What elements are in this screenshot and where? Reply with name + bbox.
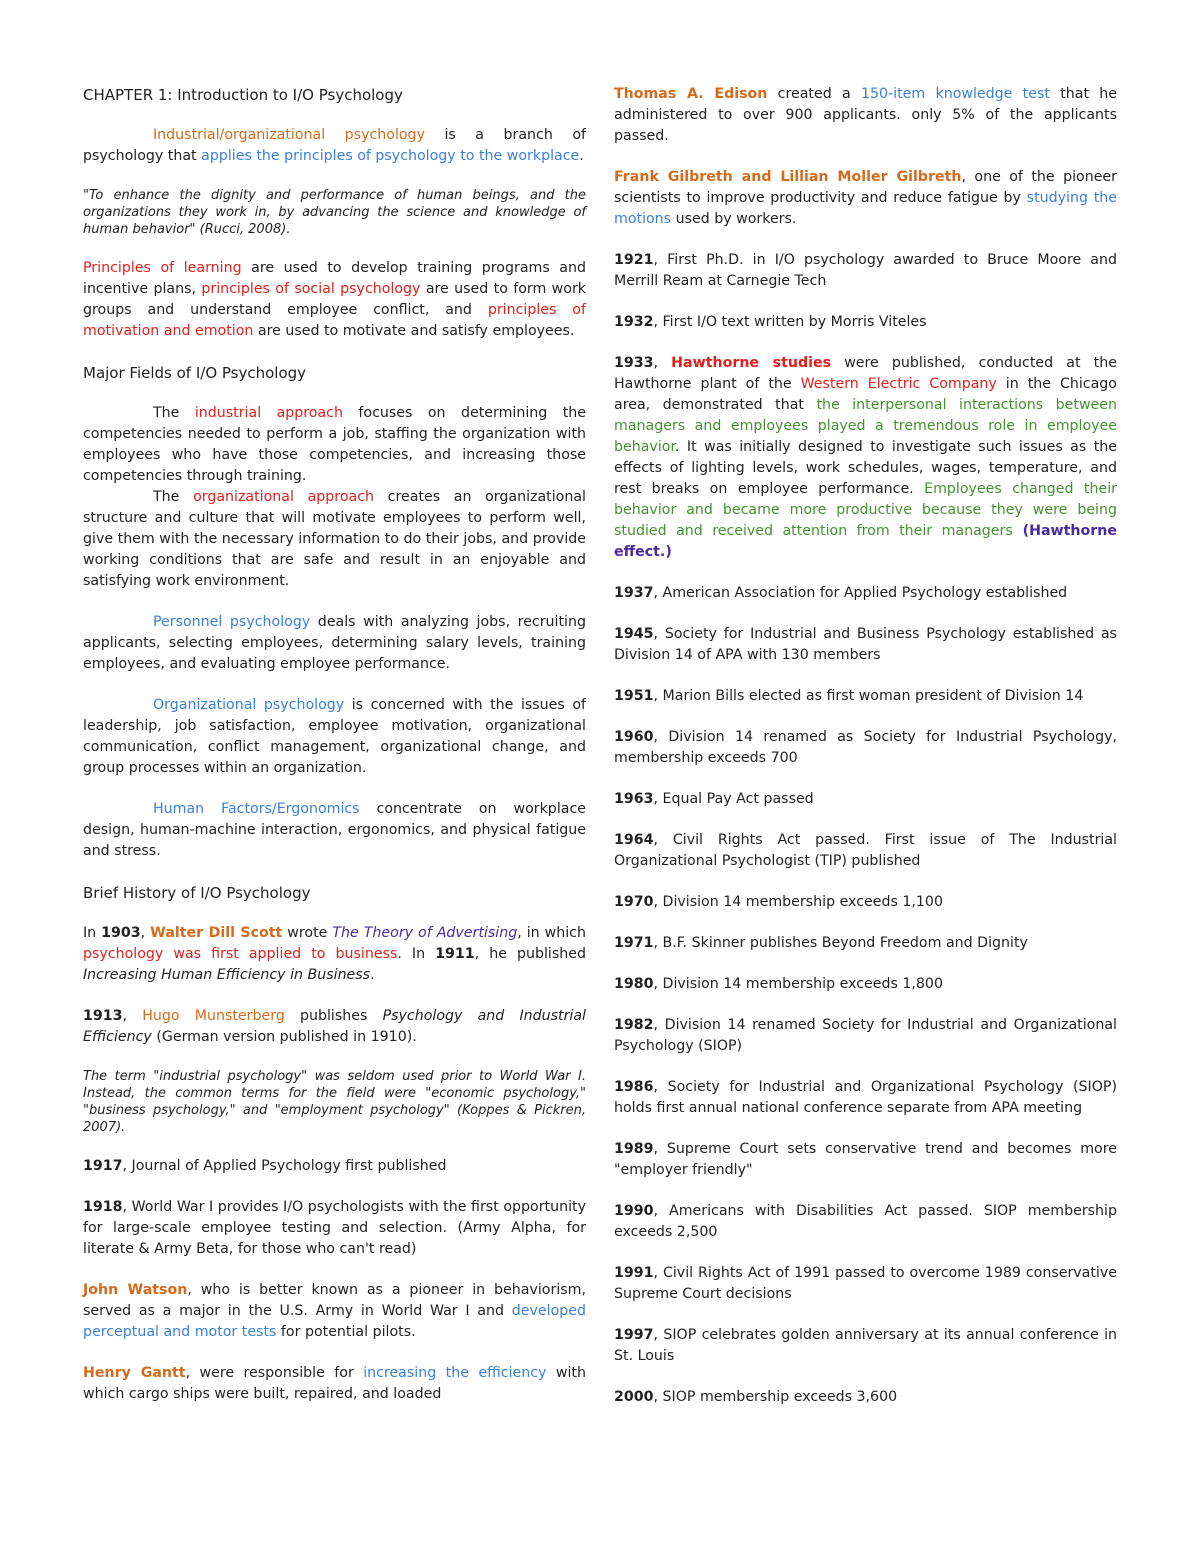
- personnel-psychology-paragraph: Personnel psychology deals with analyzing jobs, recruiting applicants, selecting employees, determining salary levels, training employees, and evaluating employee performance.: [83, 614, 586, 672]
- timeline-text: , SIOP celebrates golden anniversary at its annual conference in St. Louis: [614, 1327, 1117, 1364]
- timeline-year: 1964: [614, 832, 654, 848]
- timeline-year: 2000: [614, 1389, 654, 1405]
- term-quote: The term "industrial psychology" was seldom used prior to World War I. Instead, the common terms for the field were "economic psychology," "business psychology," and "employment psychology" (Koppes & Pickren, 2007).: [83, 1069, 586, 1135]
- history-1918: 1918, World War I provides I/O psychologists with the first opportunity for large-scale employee testing and selection. (Army Alpha, for literate & Army Beta, for those who can't read): [83, 1199, 586, 1257]
- rucci-quote: "To enhance the dignity and performance of human beings, and the organizations they work in, by advancing the science and knowledge of human behavior" (Rucci, 2008).: [83, 188, 586, 237]
- history-1903: In 1903, Walter Dill Scott wrote The Theory of Advertising, in which psychology was first applied to business. In 1911, he published Increasing Human Efficiency in Business.: [83, 925, 586, 983]
- gilbreth-paragraph: Frank Gilbreth and Lillian Moller Gilbreth, one of the pioneer scientists to improve productivity and reduce fatigue by studying the motions used by workers.: [614, 169, 1117, 227]
- timeline-text: , Civil Rights Act passed. First issue of The Industrial Organizational Psychologist (TIP) published: [614, 832, 1117, 869]
- brief-history-heading: Brief History of I/O Psychology: [83, 884, 311, 902]
- human-factors-paragraph: Human Factors/Ergonomics concentrate on workplace design, human-machine interaction, ergonomics, and physical fatigue and stress.: [83, 801, 586, 859]
- timeline-text: , Marion Bills elected as first woman president of Division 14: [653, 688, 1084, 704]
- edison-paragraph: Thomas A. Edison created a 150-item knowledge test that he administered to over 900 applicants. only 5% of the applicants passed.: [614, 86, 1118, 144]
- timeline-year: 1937: [614, 585, 654, 601]
- timeline-year: 1990: [614, 1203, 654, 1219]
- timeline-text: , SIOP membership exceeds 3,600: [653, 1389, 898, 1405]
- timeline-text: , Equal Pay Act passed: [653, 791, 814, 807]
- chapter-title: CHAPTER 1: Introduction to I/O Psychology: [83, 86, 403, 104]
- timeline-item-1982: [614, 1015, 1117, 1057]
- timeline-text: , Division 14 membership exceeds 1,800: [653, 976, 943, 992]
- history-1933: 1933, Hawthorne studies were published, conducted at the Hawthorne plant of the Western Electric Company in the Chicago area, demonstrated that the interpersonal interactions between managers and employees played a tremendous role in employee behavior. It was initially designed to investigate such issues as the effects of lighting levels, work schedules, wages, temperature, and rest breaks on employee performance. Employees changed their behavior and became more productive because they were being studied and received attention from their managers (Hawthorne effect.): [614, 355, 1118, 560]
- industrial-approach-paragraph: The industrial approach focuses on determining the competencies needed to perform a job, staffing the organization with employees who have those competencies, and increasing those competencies through training.: [83, 405, 586, 484]
- history-1913: 1913, Hugo Munsterberg publishes Psychology and Industrial Efficiency (German version published in 1910).: [83, 1008, 586, 1045]
- john-watson-paragraph: John Watson, who is better known as a pioneer in behaviorism, served as a major in the U.S. Army in World War I and developed perceptual and motor tests for potential pilots.: [83, 1282, 586, 1340]
- intro-applies: applies the principles of psychology to the workplace: [201, 148, 580, 164]
- history-1921: 1921, First Ph.D. in I/O psychology awarded to Bruce Moore and Merrill Ream at Carnegie Tech: [614, 252, 1117, 289]
- timeline-item-1986: [614, 1077, 1117, 1119]
- intro-term: Industrial/organizational psychology: [153, 127, 425, 143]
- timeline-item-1951: [614, 686, 1117, 707]
- left-column: [83, 84, 586, 1425]
- timeline-text: , Americans with Disabilities Act passed. SIOP membership exceeds 2,500: [614, 1203, 1117, 1240]
- timeline-item-2000: [614, 1387, 1117, 1408]
- timeline-text: , American Association for Applied Psychology established: [653, 585, 1068, 601]
- history-1932: 1932, First I/O text written by Morris Viteles: [614, 314, 927, 330]
- timeline-text: , Civil Rights Act of 1991 passed to overcome 1989 conservative Supreme Court decisions: [614, 1265, 1117, 1302]
- timeline-list: [614, 583, 1117, 1408]
- timeline-year: 1997: [614, 1327, 654, 1343]
- timeline-item-1970: [614, 892, 1117, 913]
- organizational-psychology-paragraph: Organizational psychology is concerned with the issues of leadership, job satisfaction, employee motivation, organizational communication, conflict management, organizational change, and group processes within an organization.: [83, 697, 587, 776]
- timeline-year: 1951: [614, 688, 654, 704]
- timeline-item-1989: [614, 1139, 1117, 1181]
- timeline-item-1980: [614, 974, 1117, 995]
- right-column: [614, 84, 1117, 1428]
- timeline-item-1963: [614, 789, 1117, 810]
- timeline-year: 1982: [614, 1017, 654, 1033]
- organizational-approach-paragraph: The organizational approach creates an organizational structure and culture that will motivate employees to perform well, give them with the necessary information to do their jobs, and provide working conditions that are safe and result in an enjoyable and satisfying work environment.: [83, 489, 586, 589]
- timeline-text: , B.F. Skinner publishes Beyond Freedom and Dignity: [653, 935, 1028, 951]
- timeline-year: 1970: [614, 894, 654, 910]
- timeline-item-1945: [614, 624, 1117, 666]
- henry-gantt-paragraph: Henry Gantt, were responsible for increasing the efficiency with which cargo ships were built, repaired, and loaded: [83, 1365, 586, 1402]
- major-fields-heading: Major Fields of I/O Psychology: [83, 364, 307, 382]
- timeline-item-1991: [614, 1263, 1117, 1305]
- timeline-year: 1963: [614, 791, 654, 807]
- timeline-text: , Society for Industrial and Organizational Psychology (SIOP) holds first annual national conference separate from APA meeting: [614, 1079, 1117, 1116]
- timeline-year: 1971: [614, 935, 654, 951]
- timeline-text: , Society for Industrial and Business Psychology established as Division 14 of APA with 130 members: [614, 626, 1117, 663]
- timeline-item-1937: [614, 583, 1117, 604]
- timeline-year: 1986: [614, 1079, 654, 1095]
- timeline-item-1964: [614, 830, 1117, 872]
- timeline-item-1960: [614, 727, 1117, 769]
- timeline-year: 1960: [614, 729, 654, 745]
- timeline-item-1997: [614, 1325, 1117, 1367]
- timeline-year: 1980: [614, 976, 654, 992]
- intro-paragraph: Industrial/organizational psychology is a branch of psychology that applies the principles of psychology to the workplace.: [83, 127, 587, 164]
- timeline-text: , Division 14 renamed as Society for Industrial Psychology, membership exceeds 700: [614, 729, 1117, 766]
- history-1917: 1917, Journal of Applied Psychology first published: [83, 1158, 447, 1174]
- timeline-text: , Division 14 membership exceeds 1,100: [653, 894, 943, 910]
- timeline-year: 1945: [614, 626, 654, 642]
- timeline-text: , Division 14 renamed Society for Industrial and Organizational Psychology (SIOP): [614, 1017, 1117, 1054]
- timeline-item-1971: [614, 933, 1117, 954]
- principles-paragraph: Principles of learning are used to develop training programs and incentive plans, principles of social psychology are used to form work groups and understand employee conflict, and principles of motivation and emotion are used to motivate and satisfy employees.: [83, 260, 587, 339]
- timeline-item-1990: [614, 1201, 1117, 1243]
- timeline-year: 1991: [614, 1265, 654, 1281]
- timeline-year: 1989: [614, 1141, 654, 1157]
- timeline-text: , Supreme Court sets conservative trend and becomes more "employer friendly": [614, 1141, 1117, 1178]
